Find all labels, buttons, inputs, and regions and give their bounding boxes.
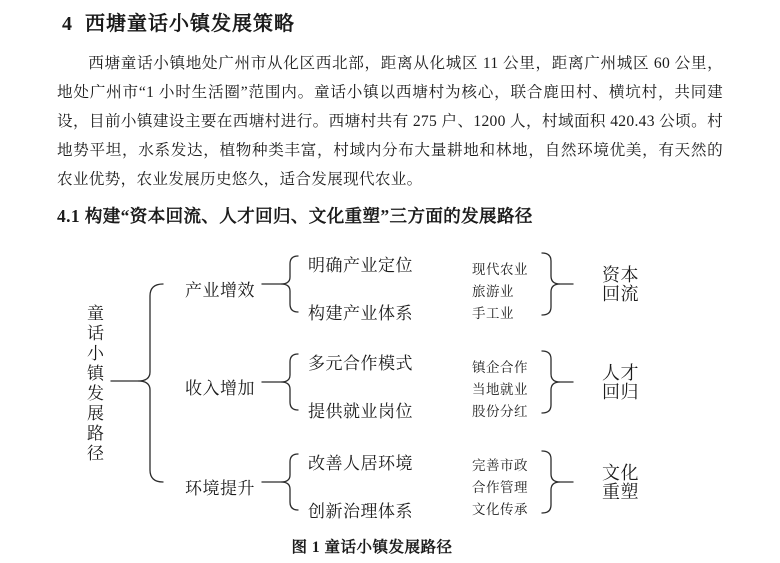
sub-item-2-2: 提供就业岗位: [308, 402, 413, 421]
branch-label-3: 环境提升: [185, 479, 255, 498]
outcome-label-1: 资本回流: [602, 265, 639, 304]
sub-item-3-2: 创新治理体系: [308, 502, 413, 521]
sub-item-1-1: 明确产业定位: [308, 256, 413, 275]
outcome-brace-1: [542, 253, 573, 315]
tag-2-2: 当地就业: [472, 382, 528, 397]
branch-label-1: 产业增效: [185, 281, 255, 300]
sub-item-2-1: 多元合作模式: [308, 354, 413, 373]
tag-2-3: 股份分红: [472, 404, 528, 419]
section-title: 4 西塘童话小镇发展策略: [62, 13, 295, 35]
sub-item-3-1: 改善人居环境: [308, 454, 413, 473]
sub-item-1-2: 构建产业体系: [308, 304, 413, 323]
branch-label-2: 收入增加: [185, 379, 255, 398]
tag-2-1: 镇企合作: [472, 360, 528, 375]
branch-brace-1: [262, 256, 298, 312]
body-paragraph: 西塘童话小镇地处广州市从化区西北部，距离从化城区 11 公里，距离广州城区 60 公里，地处广州市“1 小时生活圈”范围内。童话小镇以西塘村为核心，联合鹿田村、横坑村，共同建设，目前小镇建设主要在西塘村进行。西塘村共有 275 户、1200 人，村域面积 420.43 公顷。村地势平坦，水系发达，植物种类丰富，村域内分布大量耕地和林地，自然环境优美，有天然的农业优势，农业发展历史悠久，适合发展现代农业。: [57, 55, 723, 188]
outcome-brace-3: [542, 451, 573, 513]
tag-1-3: 手工业: [472, 306, 514, 321]
tag-3-1: 完善市政: [472, 458, 528, 473]
branch-brace-2: [262, 354, 298, 410]
figure-caption: 图 1 童话小镇发展路径: [291, 539, 453, 556]
subsection-title: 4.1 构建“资本回流、人才回归、文化重塑”三方面的发展路径: [57, 206, 533, 226]
outcome-brace-2: [542, 351, 573, 413]
root-node-label: 童话小镇发展路径: [84, 304, 103, 464]
tag-3-2: 合作管理: [472, 480, 528, 495]
tag-3-3: 文化传承: [472, 502, 528, 517]
root-brace: [111, 284, 163, 482]
tag-1-2: 旅游业: [472, 284, 514, 299]
branch-brace-3: [262, 454, 298, 510]
outcome-label-3: 文化重塑: [602, 463, 639, 502]
outcome-label-2: 人才回归: [602, 363, 639, 402]
tag-1-1: 现代农业: [472, 262, 528, 277]
